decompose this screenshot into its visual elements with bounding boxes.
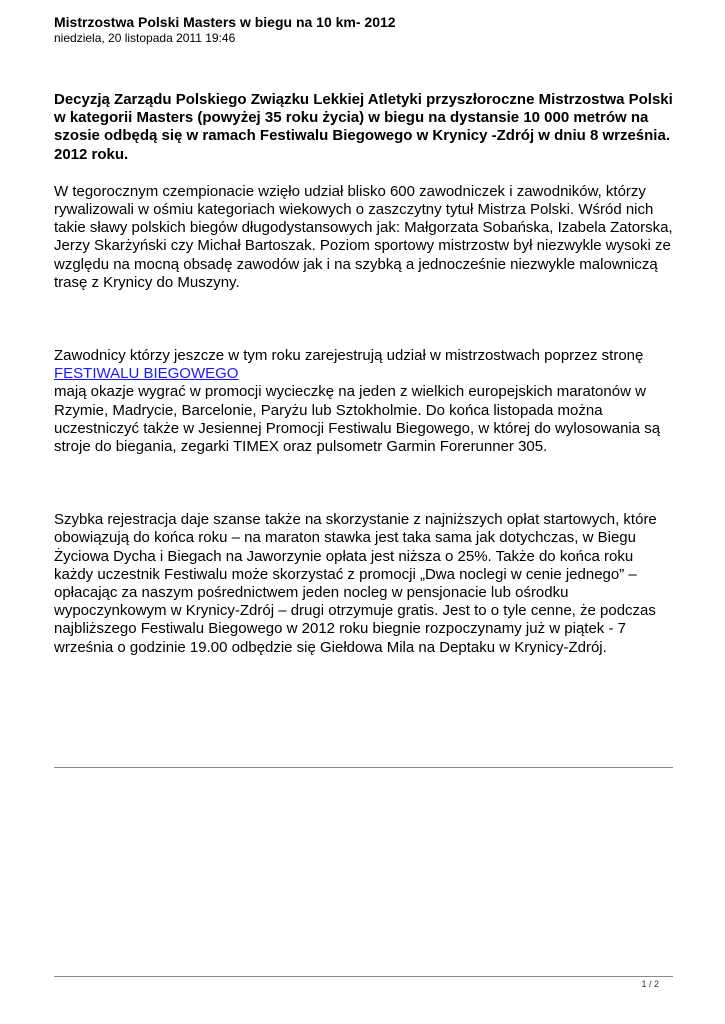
page-header [54, 14, 674, 46]
article-paragraph-participation: W tegorocznym czempionacie wzięło udział blisko 600 zawodniczek i zawodników, którzy rywalizowali w ośmiu kategoriach wiekowych o zaszczytny tytuł Mistrza Polski. Wśród nich takie sławy polskich biegów długodystansowych jak: Małgorzata Sobańska, Izabela Zatorska, Jerzy Skarżyński czy Michał Bartoszak. Poziom sportowy mistrzostw był niezwykle wysoki ze względu na mocną obsadę zawodów jak i na szybką a jednocześnie niezwykle malowniczą trasę z Krynicy do Muszyny. [54, 182, 673, 291]
registration-text-after-link: mają okazje wygrać w promocji wycieczkę na jeden z wielkich europejskich maratonów w Rzymie, Madrycie, Barcelonie, Paryżu lub Sztokholmie. Do końca listopada można uczestniczyć także w Jesiennej Promocji Festiwalu Biegowego, w której do wylosowania są stroje do biegania, zegarki TIMEX oraz pulsometr Garmin Forerunner 305. [54, 383, 661, 456]
article-lead: Decyzją Zarządu Polskiego Związku Lekkiej Atletyki przyszłoroczne Mistrzostwa Polski w kategorii Masters (powyżej 35 roku życia) w biegu na dystansie 10 000 metrów na szosie odbędą się w ramach Festiwalu Biegowego w Krynicy -Zdrój w dniu 8 września. 2012 roku. [54, 91, 673, 163]
page-number: 1 / 2 [641, 979, 659, 989]
festival-website-link[interactable]: FESTIWALU BIEGOWEGO [54, 365, 239, 383]
article-body [54, 91, 674, 657]
publish-date: niedziela, 20 listopada 2011 19:46 [54, 31, 236, 45]
article-paragraph-fees: Szybka rejestracja daje szanse także na skorzystanie z najniższych opłat startowych, które obowiązują do końca roku – na maraton stawka jest taka sama jak dotychczas, w Biegu Życiowa Dycha i Biegach na Jaworzynie opłata jest niższa o 25%. Także do końca roku każdy uczestnik Festiwalu może skorzystać z promocji „Dwa noclegi w cenie jednego” – opłacając za naszym pośrednictwem jeden nocleg w pensjonacie lub ośrodku wypoczynkowym w Krynicy-Zdrój – drugi otrzymuje gratis. Jest to o tyle cenne, że podczas najbliższego Festiwalu Biegowego w 2012 roku biegnie rozpoczynamy już w piątek - 7 września o godzinie 19.00 odbędzie się Giełdowa Mila na Deptaku w Krynicy-Zdrój. [54, 511, 657, 656]
registration-text-before-link: Zawodnicy którzy jeszcze w tym roku zarejestrują udział w mistrzostwach poprzez stronę [54, 347, 644, 365]
document-title: Mistrzostwa Polski Masters w biegu na 10 km- 2012 [54, 14, 396, 30]
content-divider [54, 767, 673, 768]
footer-divider [54, 976, 673, 977]
article-paragraph-registration [54, 347, 674, 456]
